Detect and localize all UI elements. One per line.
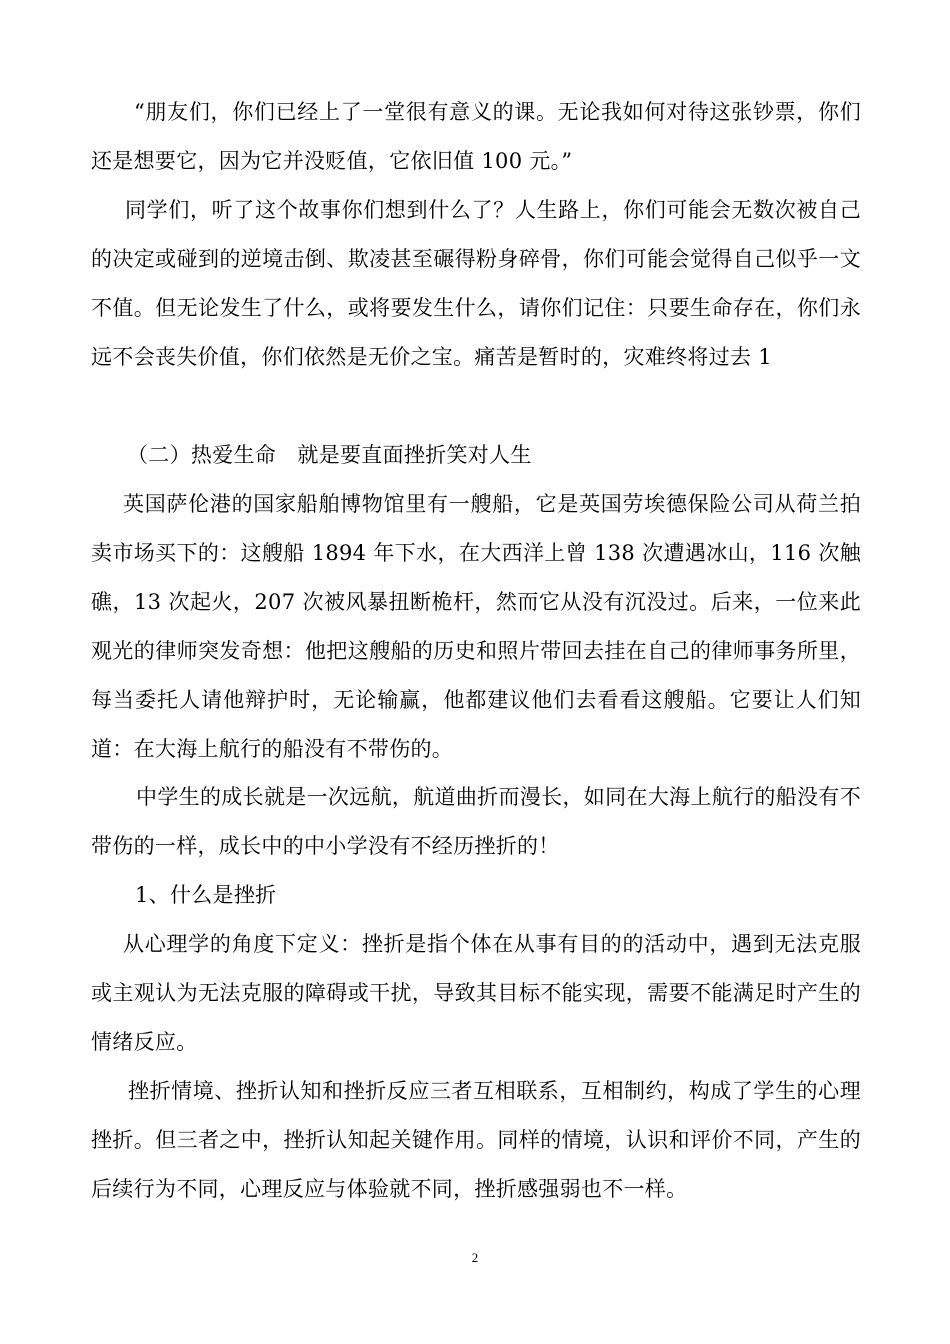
paragraph-frustration-definition: 从心理学的角度下定义：挫折是指个体在从事有目的的活动中，遇到无法克服或主观认为无法克服的障碍或干扰，导致其目标不能实现，需要不能满足时产生的情绪反应。 [91,932,861,1054]
paragraph-frustration-components: 挫折情境、挫折认知和挫折反应三者互相联系，互相制约，构成了学生的心理挫折。但三者之中，挫折认知起关键作用。同样的情境，认识和评价不同，产生的后续行为不同，心理反应与体验就不同，挫折感强弱也不一样。 [91,1079,861,1201]
page-number: 2 [471,1250,479,1265]
paragraph-story-reflection: 同学们，听了这个故事你们想到什么了？人生路上，你们可能会无数次被自己的决定或碰到的逆境击倒、欺凌甚至碾得粉身碎骨，你们可能会觉得自己似乎一文不值。但无论发生了什么，或将要发生什么，请你们记住：只要生命存在，你们永远不会丧失价值，你们依然是无价之宝。痛苦是暂时的，灾难终将过去 1 [91,198,861,369]
paragraph-ship-museum: 英国萨伦港的国家船舶博物馆里有一艘船，它是英国劳埃德保险公司从荷兰拍卖市场买下的：这艘船 1894 年下水，在大西洋上曾 138 次遭遇冰山，116 次触礁，13 次起火，207 次被风暴扭断桅杆，然而它从没有沉没过。后来，一位来此观光的律师突发奇想：他把这艘船的历史和照片带回去挂在自己的律师事务所里，每当委托人请他辩护时，无论输赢，他都建议他们去看看这艘船。它要让人们知道：在大海上航行的船没有不带伤的。 [91,492,861,761]
paragraph-growth-voyage: 中学生的成长就是一次远航，航道曲折而漫长，如同在大海上航行的船没有不带伤的一样，成长中的中小学没有不经历挫折的！ [91,785,861,858]
paragraph-banknote-quote: “朋友们，你们已经上了一堂很有意义的课。无论我如何对待这张钞票，你们还是想要它，因为它并没贬值，它依旧值 100 元。” [91,100,861,173]
section-heading-love-life: （二）热爱生命 就是要直面挫折笑对人生 [127,443,532,467]
subheading-what-is-frustration: 1、什么是挫折 [135,883,277,907]
